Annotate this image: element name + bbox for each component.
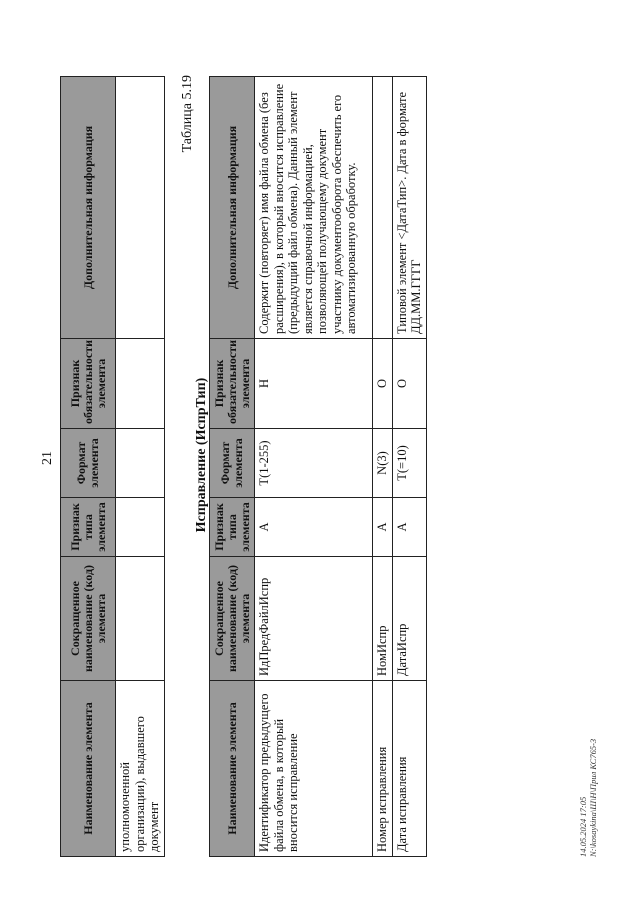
header-cell: Формат элемента — [61, 429, 116, 498]
cell: О — [392, 339, 426, 429]
table-top-header-row — [61, 77, 116, 857]
cell: Типовой элемент <ДатаТип>. Дата в формате ДД.ММ.ГГГГ — [392, 77, 426, 339]
table-label: Таблица 5.19 — [180, 75, 195, 153]
footer — [578, 557, 598, 857]
cell: Номер исправления — [373, 681, 393, 857]
footer-line-2: N:\kosaykina\Ш\Н\Прил КС765-3 — [588, 738, 598, 857]
table-main-header-row — [210, 77, 255, 857]
cell — [373, 77, 393, 339]
table-title: Исправление (ИспрТип) — [194, 377, 209, 533]
table-top — [60, 76, 165, 857]
header-cell: Формат элемента — [210, 429, 255, 498]
table-main — [209, 76, 427, 857]
table-row — [373, 77, 393, 857]
cell: НомИспр — [373, 557, 393, 681]
header-cell: Дополнительная информация — [61, 77, 116, 339]
cell: А — [373, 498, 393, 557]
cell: ДатаИспр — [392, 557, 426, 681]
cell: Дата исправления — [392, 681, 426, 857]
header-cell: Сокращенное наименование (код) элемента — [210, 557, 255, 681]
cell: Т(1-255) — [255, 429, 373, 498]
cell — [116, 498, 165, 557]
cell: Н — [255, 339, 373, 429]
cell: ИдПредФайлИспр — [255, 557, 373, 681]
cell — [116, 557, 165, 681]
table-row — [255, 77, 373, 857]
header-cell: Признак обязательности элемента — [61, 339, 116, 429]
cell: А — [255, 498, 373, 557]
footer-line-1: 14.05.2024 17:05 — [578, 796, 588, 857]
cell: Идентификатор предыдущего файла обмена, в который вносится исправление — [255, 681, 373, 857]
header-cell: Признак обязательности элемента — [210, 339, 255, 429]
cell — [116, 429, 165, 498]
cell — [116, 339, 165, 429]
header-cell: Сокращенное наименование (код) элемента — [61, 557, 116, 681]
header-cell: Наименование элемента — [61, 681, 116, 857]
cell: N(3) — [373, 429, 393, 498]
table-row — [116, 77, 165, 857]
header-cell: Дополнительная информация — [210, 77, 255, 339]
header-cell: Наименование элемента — [210, 681, 255, 857]
header-cell: Признак типа элемента — [61, 498, 116, 557]
page-number: 21 — [40, 451, 55, 465]
cell: уполномоченной организации), выдавшего документ — [116, 681, 165, 857]
header-cell: Признак типа элемента — [210, 498, 255, 557]
cell — [116, 77, 165, 339]
table-row — [392, 77, 426, 857]
cell: Т(=10) — [392, 429, 426, 498]
cell: Содержит (повторяет) имя файла обмена (без расширения), в который вносится исправление (предыдущий файл обмена). Данный элемент является справочной информацией, позволяющей получающему документ участнику документооборота обеспечить его автоматизированную обработку. — [255, 77, 373, 339]
cell: А — [392, 498, 426, 557]
cell: О — [373, 339, 393, 429]
